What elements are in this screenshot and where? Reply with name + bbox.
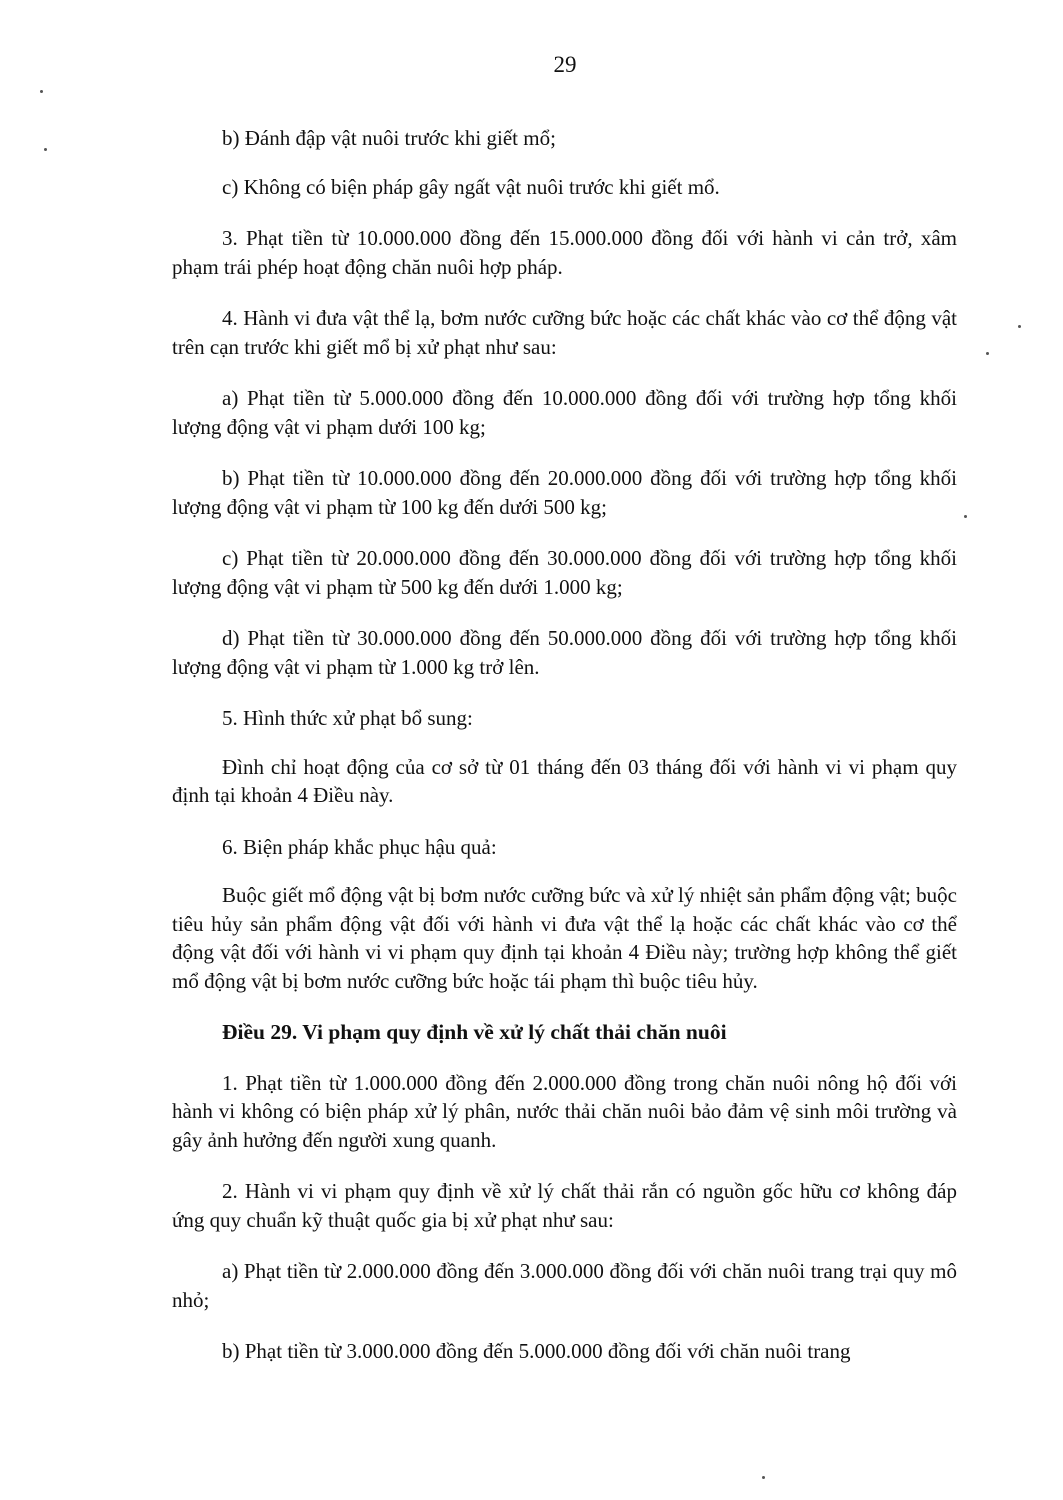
article-heading: Điều 29. Vi phạm quy định về xử lý chất thải chăn nuôi (222, 1020, 727, 1044)
paragraph-item-c-stunning: c) Không có biện pháp gây ngất vật nuôi trước khi giết mổ. (222, 174, 720, 199)
paragraph-clause-4c: c) Phạt tiền từ 20.000.000 đồng đến 30.000.000 đồng đối với trường hợp tổng khối lượng động vật vi phạm từ 500 kg đến dưới 1.000 kg; (172, 546, 957, 599)
paragraph-clause-4: 4. Hành vi đưa vật thể lạ, bơm nước cưỡng bức hoặc các chất khác vào cơ thể động vật trên cạn trước khi giết mổ bị xử phạt như sau: (172, 306, 957, 359)
paragraph-clause-4b: b) Phạt tiền từ 10.000.000 đồng đến 20.000.000 đồng đối với trường hợp tổng khối lượng động vật vi phạm từ 100 kg đến dưới 500 kg; (172, 466, 957, 519)
paragraph-clause-6: 6. Biện pháp khắc phục hậu quả: (222, 834, 497, 859)
scan-speck (986, 352, 989, 355)
scan-speck (964, 515, 967, 518)
page-number: 29 (553, 52, 577, 77)
paragraph-clause-3: 3. Phạt tiền từ 10.000.000 đồng đến 15.000.000 đồng đối với hành vi cản trở, xâm phạm trái phép hoạt động chăn nuôi hợp pháp. (172, 226, 957, 279)
paragraph-clause-4a: a) Phạt tiền từ 5.000.000 đồng đến 10.000.000 đồng đối với trường hợp tổng khối lượng động vật vi phạm dưới 100 kg; (172, 386, 957, 439)
scan-speck (44, 148, 47, 151)
paragraph-clause-4d: d) Phạt tiền từ 30.000.000 đồng đến 50.000.000 đồng đối với trường hợp tổng khối lượng động vật vi phạm từ 1.000 kg trở lên. (172, 626, 957, 679)
article-paragraph-2: 2. Hành vi vi phạm quy định về xử lý chất thải rắn có nguồn gốc hữu cơ không đáp ứng quy chuẩn kỹ thuật quốc gia bị xử phạt như sau: (172, 1179, 957, 1232)
article-paragraph-1: 1. Phạt tiền từ 1.000.000 đồng đến 2.000.000 đồng trong chăn nuôi nông hộ đối với hành vi không có biện pháp xử lý phân, nước thải chăn nuôi bảo đảm vệ sinh môi trường và gây ảnh hưởng đến người xung quanh. (172, 1070, 957, 1152)
scan-speck (762, 1476, 765, 1479)
scan-speck (40, 90, 43, 93)
article-paragraph-2a: a) Phạt tiền từ 2.000.000 đồng đến 3.000.000 đồng đối với chăn nuôi trang trại quy mô nhỏ; (172, 1259, 957, 1312)
article-paragraph-2b: b) Phạt tiền từ 3.000.000 đồng đến 5.000.000 đồng đối với chăn nuôi trang (222, 1339, 851, 1363)
scan-speck (1018, 325, 1021, 328)
paragraph-item-b-beating: b) Đánh đập vật nuôi trước khi giết mổ; (222, 126, 556, 150)
document-body (172, 124, 957, 1389)
paragraph-clause-5: 5. Hình thức xử phạt bổ sung: (222, 706, 473, 730)
paragraph-clause-6-detail: Buộc giết mổ động vật bị bơm nước cưỡng bức và xử lý nhiệt sản phẩm động vật; buộc tiêu hủy sản phẩm động vật đối với hành vi đưa vật thể lạ hoặc các chất khác vào cơ thể động vật đối với hành vi vi phạm quy định tại khoản 4 Điều này; trường hợp không thể giết mổ động vật bị bơm nước cưỡng bức hoặc tái phạm thì buộc tiêu hủy. (172, 883, 957, 993)
paragraph-clause-5-detail: Đình chỉ hoạt động của cơ sở từ 01 tháng đến 03 tháng đối với hành vi vi phạm quy định tại khoản 4 Điều này. (172, 754, 957, 807)
